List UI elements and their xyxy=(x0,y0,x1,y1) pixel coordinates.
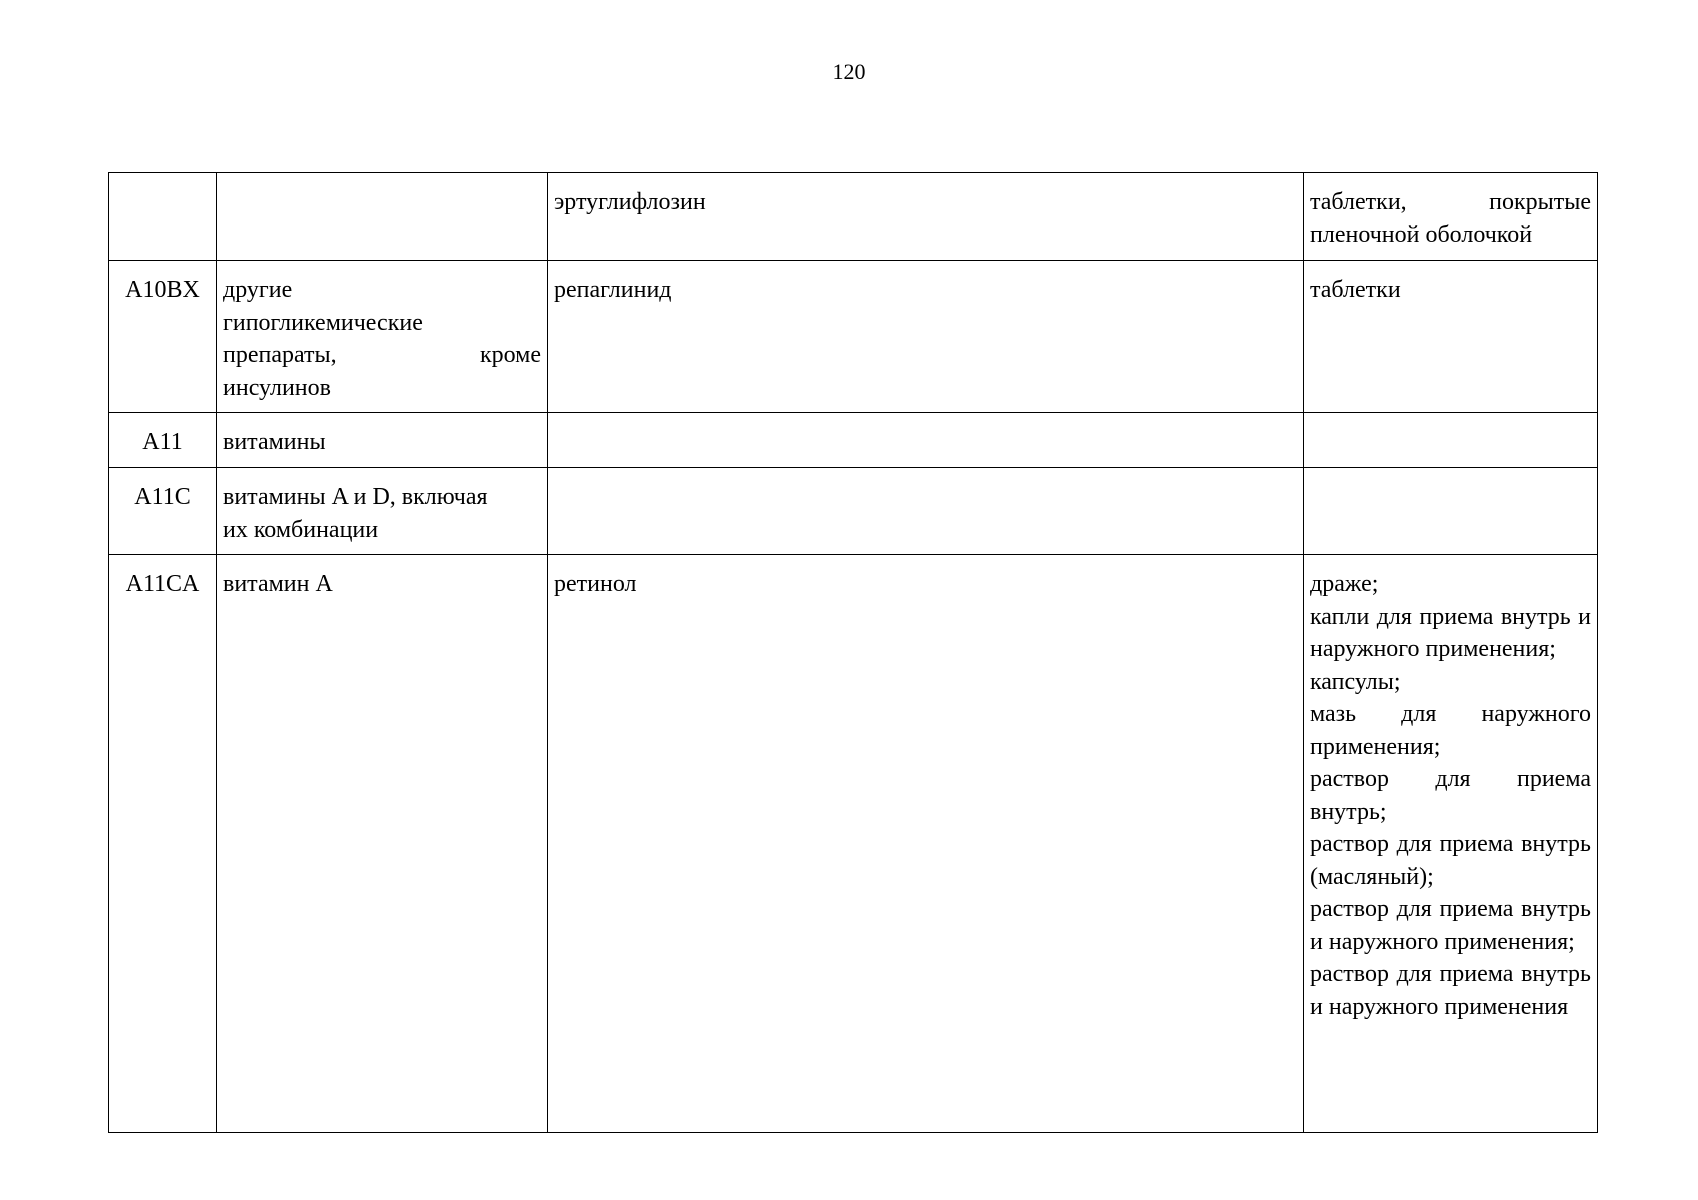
atc-code-cell: A10BX xyxy=(109,261,217,413)
drug-name-cell: репаглинид xyxy=(548,261,1304,413)
dosage-form-cell xyxy=(1304,261,1598,413)
drug-name-cell: ретинол xyxy=(548,555,1304,1133)
dosage-form-item: драже; xyxy=(1310,571,1379,597)
atc-code-cell: A11C xyxy=(109,468,217,555)
dosage-form-cell xyxy=(1304,413,1598,468)
table-row xyxy=(109,261,1598,413)
group-cell xyxy=(217,555,548,1133)
dosage-form-item: раствор для приема внутрь и наружного применения xyxy=(1310,961,1591,1020)
dosage-form-item: раствор для приема внутрь (масляный); xyxy=(1310,831,1591,890)
table-row xyxy=(109,468,1598,555)
group-line: препараты, кроме xyxy=(223,342,541,368)
dosage-form-cell xyxy=(1304,173,1598,261)
group-cell xyxy=(217,173,548,261)
dosage-form-item: мазь для наружного применения; xyxy=(1310,701,1591,760)
group-cell xyxy=(217,468,548,555)
group-line: инсулинов xyxy=(223,374,331,401)
drug-name-cell xyxy=(548,413,1304,468)
dosage-form-item: капсулы; xyxy=(1310,668,1401,695)
atc-code-cell: A11 xyxy=(109,413,217,468)
group-line: гипогликемические xyxy=(223,309,423,336)
dosage-form-item: таблетки, покрытые пленочной оболочкой xyxy=(1310,189,1591,248)
dosage-form-cell xyxy=(1304,468,1598,555)
table-row xyxy=(109,173,1598,261)
dosage-form-cell xyxy=(1304,555,1598,1133)
table-row xyxy=(109,555,1598,1133)
dosage-form-item: раствор для приема внутрь и наружного применения; xyxy=(1310,896,1591,955)
drug-table xyxy=(108,172,1598,1133)
group-line: витамины A и D, включая xyxy=(223,484,488,510)
dosage-form-item: раствор для приема внутрь; xyxy=(1310,766,1591,825)
drug-name-cell: эртуглифлозин xyxy=(548,173,1304,261)
table-row xyxy=(109,413,1598,468)
group-cell xyxy=(217,413,548,468)
page-number: 120 xyxy=(832,59,866,84)
group-line: витамины xyxy=(223,429,326,455)
atc-code-cell: A11CA xyxy=(109,555,217,1133)
group-line: витамин A xyxy=(223,571,333,597)
dosage-form-item: капли для приема внутрь и наружного применения; xyxy=(1310,603,1591,662)
dosage-form-item: таблетки xyxy=(1310,277,1401,303)
group-line: их комбинации xyxy=(223,516,379,543)
atc-code-cell xyxy=(109,173,217,261)
group-line: другие xyxy=(223,277,293,303)
drug-name-cell xyxy=(548,468,1304,555)
group-cell xyxy=(217,261,548,413)
